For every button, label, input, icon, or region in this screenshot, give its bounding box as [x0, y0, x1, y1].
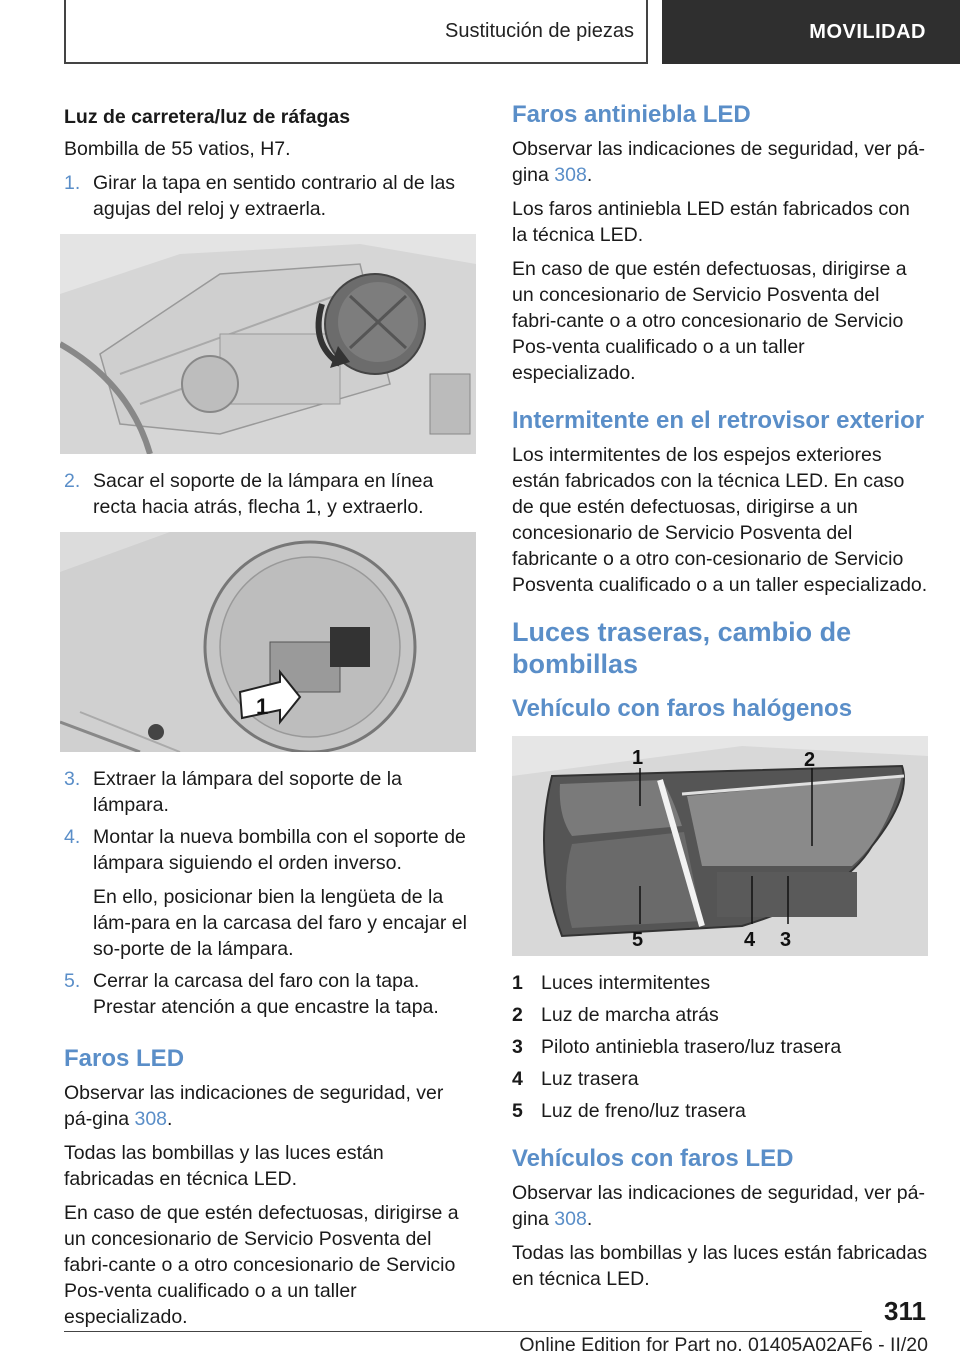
- left-column: [64, 100, 476, 1338]
- figure-callout-1: 1: [632, 747, 644, 769]
- safety-text: Observar las indicaciones de seguridad, ver pá-gina: [512, 138, 925, 186]
- figure-tail-light: [512, 736, 928, 956]
- step-text: Extraer la lámpara del soporte de la lámpara.: [93, 768, 402, 816]
- step-text: Montar la nueva bombilla con el soporte de lámpara siguiendo el orden inverso.: [93, 826, 466, 874]
- paragraph: Todas las bombillas y las luces están fabricadas en técnica LED.: [64, 1142, 384, 1190]
- subheading-led-vehicles: Vehículos con faros LED: [512, 1145, 794, 1172]
- footer-divider: [64, 1331, 862, 1332]
- safety-text: Observar las indicaciones de seguridad, ver pá-gina: [64, 1082, 444, 1130]
- page-number: 311: [884, 1296, 926, 1326]
- step-3: [64, 766, 476, 818]
- legend-item: [512, 1034, 928, 1060]
- step-text: Girar la tapa en sentido contrario al de las agujas del reloj y extraerla.: [93, 172, 456, 220]
- paragraph: Todas las bombillas y las luces están fabricadas en técnica LED.: [512, 1242, 928, 1290]
- legend-text: Luz de freno/luz trasera: [541, 1100, 746, 1122]
- safety-note: [512, 136, 928, 188]
- figure-callout-1: 1: [256, 694, 269, 719]
- safety-text: Observar las indicaciones de seguridad, ver pá-gina: [512, 1182, 925, 1230]
- figure-headlight-cover: [60, 234, 476, 454]
- step-1: [64, 170, 476, 222]
- page-link-308[interactable]: 308: [554, 164, 587, 186]
- legend-number: 4: [512, 1068, 523, 1090]
- header-chapter-label: MOVILIDAD: [809, 20, 926, 43]
- step-text: Sacar el soporte de la lámpara en línea recta hacia atrás, flecha 1, y extraerlo.: [93, 470, 434, 518]
- safety-text-end: .: [167, 1108, 173, 1130]
- legend-number: 2: [512, 1004, 523, 1026]
- step-number: 4.: [64, 826, 81, 848]
- step-number: 2.: [64, 470, 81, 492]
- safety-note: [512, 1180, 928, 1232]
- section-heading-led-headlights: Faros LED: [64, 1045, 185, 1072]
- figure-callout-2: 2: [804, 749, 816, 771]
- figure-callout-4: 4: [744, 929, 756, 951]
- figure-callout-5: 5: [632, 929, 644, 951]
- subheading-halogen-vehicle: Vehículo con faros halógenos: [512, 695, 853, 722]
- step-number: 3.: [64, 768, 81, 790]
- legend-list: [512, 970, 928, 1124]
- paragraph: Los faros antiniebla LED están fabricados con la técnica LED.: [512, 198, 910, 246]
- legend-item: [512, 970, 928, 996]
- step-content: [93, 824, 476, 962]
- step-text: Cerrar la carcasa del faro con la tapa. Prestar atención a que encastre la tapa.: [93, 970, 439, 1018]
- safety-note: [64, 1080, 476, 1132]
- paragraph: En caso de que estén defectuosas, dirigirse a un concesionario de Servicio Posventa del fabri-cante o a otro concesionario de Servicio Pos-venta cualificado o a un taller especializado.: [64, 1202, 459, 1328]
- legend-item: [512, 1066, 928, 1092]
- legend-text: Luces intermitentes: [541, 972, 711, 994]
- legend-number: 1: [512, 972, 523, 994]
- legend-number: 3: [512, 1036, 523, 1058]
- bulb-spec: Bombilla de 55 vatios, H7.: [64, 138, 291, 160]
- figure-callout-3: 3: [780, 929, 792, 951]
- legend-item: [512, 1098, 928, 1124]
- step-number: 5.: [64, 970, 81, 992]
- footer-edition: Online Edition for Part no. 01405A02AF6 - II/20: [519, 1334, 928, 1356]
- step-2: [64, 468, 476, 520]
- header-section-box: [64, 0, 648, 64]
- page-link-308[interactable]: 308: [554, 1208, 587, 1230]
- header-section-title: Sustitución de piezas: [444, 19, 634, 42]
- section-heading-high-beam: Luz de carretera/luz de ráfagas: [64, 106, 351, 128]
- section-heading-rear-lights: Luces traseras, cambio de bombillas: [512, 617, 852, 679]
- legend-text: Piloto antiniebla trasero/luz trasera: [541, 1036, 842, 1058]
- section-heading-mirror-turn-signal: Intermitente en el retrovisor exterior: [512, 407, 925, 434]
- legend-text: Luz de marcha atrás: [541, 1004, 719, 1026]
- right-column: [512, 100, 928, 1300]
- step-5: [64, 968, 476, 1020]
- section-heading-fog-lights: Faros antiniebla LED: [512, 101, 751, 128]
- step-number: 1.: [64, 172, 81, 194]
- paragraph: En caso de que estén defectuosas, dirigirse a un concesionario de Servicio Posventa del fabri-cante o a otro concesionario de Servicio Pos-venta cualificado o a un taller especializado.: [512, 258, 907, 384]
- page-link-308[interactable]: 308: [134, 1108, 168, 1130]
- paragraph: Los intermitentes de los espejos exteriores están fabricados con la técnica LED. En caso de que estén defectuosas, dirigirse a un concesionario de Servicio Posventa del fabricante o a otro con-cesionario de Servicio Posventa cualificado o a un taller especializado.: [512, 444, 928, 596]
- legend-item: [512, 1002, 928, 1028]
- legend-number: 5: [512, 1100, 523, 1122]
- legend-text: Luz trasera: [541, 1068, 639, 1090]
- step-4: [64, 824, 476, 962]
- safety-text-end: .: [586, 164, 593, 186]
- safety-text-end: .: [586, 1208, 593, 1230]
- figure-lamp-holder: [60, 532, 476, 752]
- step-subtext: En ello, posicionar bien la lengüeta de la lám-para en la carcasa del faro y encajar el so-porte de la lámpara.: [93, 886, 467, 960]
- header-chapter-tab[interactable]: [662, 0, 960, 64]
